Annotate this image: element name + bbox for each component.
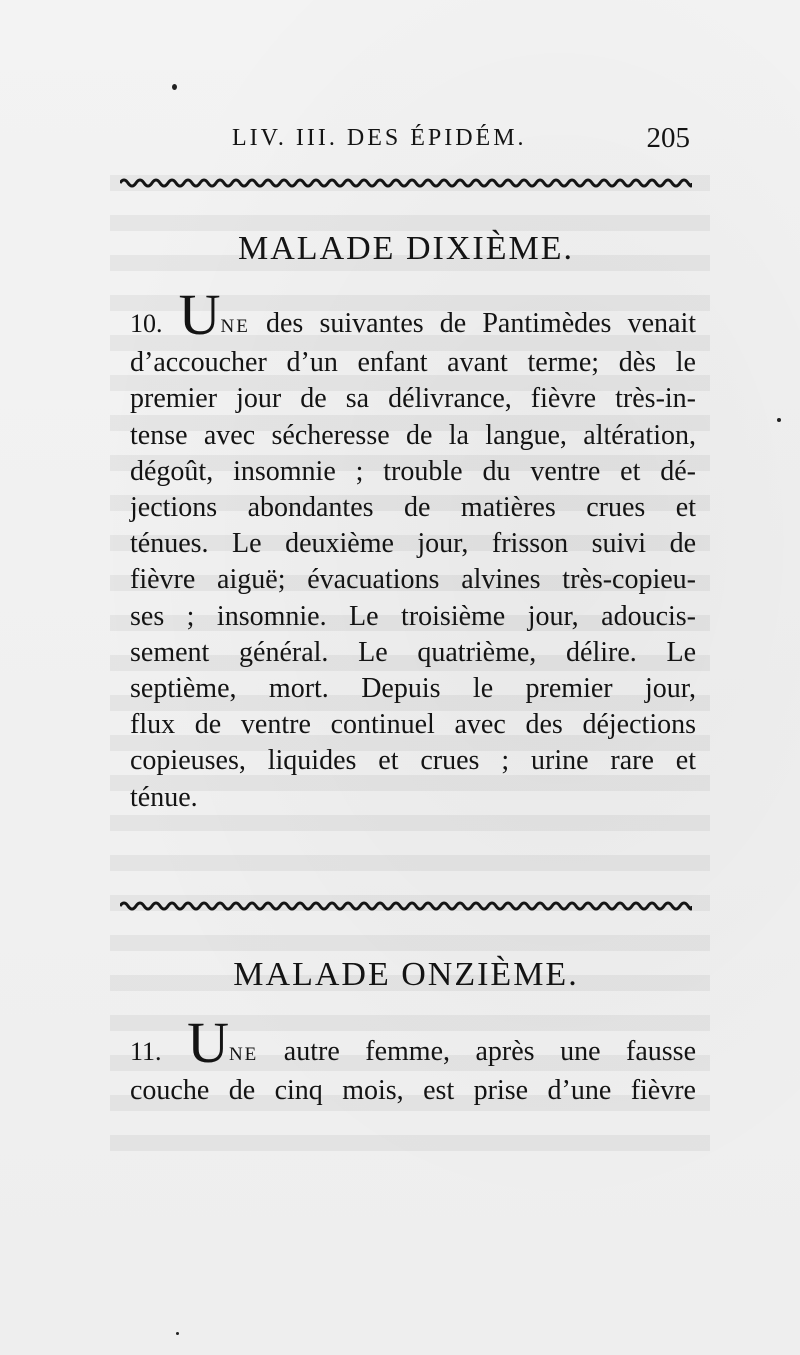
paragraph-line: fièvre aiguë; évacuations alvines très-copieu- — [130, 564, 696, 596]
case-number: 11. — [130, 1037, 162, 1066]
small-caps: NE — [220, 316, 250, 337]
ink-speck — [176, 1332, 179, 1335]
line-text: des suivantes de Pantimèdes venait — [249, 308, 696, 339]
line-text: autre femme, après une fausse — [258, 1036, 696, 1067]
paragraph-line — [130, 1010, 696, 1075]
paragraph-line: septième, mort. Depuis le premier jour, — [130, 673, 696, 705]
running-head-title: LIV. III. DES ÉPIDÉM. — [232, 124, 527, 151]
paragraph-line: ténue. — [130, 781, 198, 813]
paragraph-line: ténues. Le deuxième jour, frisson suivi de — [130, 528, 696, 560]
drop-cap: U — [187, 1010, 229, 1075]
paragraph-line: dégoût, insomnie ; trouble du ventre et dé- — [130, 455, 696, 487]
paragraph-line: premier jour de sa délivrance, fièvre très-in- — [130, 383, 696, 415]
ink-speck — [172, 84, 177, 90]
page-number: 205 — [646, 121, 690, 154]
ornamental-rule — [120, 176, 692, 190]
case-number: 10. — [130, 309, 163, 338]
drop-cap: U — [178, 282, 221, 347]
paragraph-line: couche de cinq mois, est prise d’une fièvre — [130, 1075, 696, 1107]
running-head — [232, 118, 690, 158]
paragraph-line — [130, 282, 696, 347]
paragraph-line: jections abondantes de matières crues et — [130, 492, 696, 524]
section-title-dixieme: MALADE DIXIÈME. — [238, 230, 574, 267]
section-title-onzieme: MALADE ONZIÈME. — [233, 956, 579, 993]
paragraph-onzieme — [130, 1010, 696, 1109]
ornamental-rule — [120, 899, 692, 913]
paragraph-line: flux de ventre continuel avec des déjections — [130, 709, 696, 741]
paragraph-dixieme — [130, 282, 696, 816]
ink-speck — [777, 418, 781, 422]
paragraph-line: sement général. Le quatrième, délire. Le — [130, 636, 696, 668]
paragraph-line: copieuses, liquides et crues ; urine rare et — [130, 745, 696, 777]
paragraph-line: ses ; insomnie. Le troisième jour, adoucis- — [130, 600, 696, 632]
small-caps: NE — [228, 1044, 259, 1065]
paragraph-line: d’accoucher d’un enfant avant terme; dès le — [130, 347, 696, 379]
paragraph-line: tense avec sécheresse de la langue, altération, — [130, 419, 696, 451]
